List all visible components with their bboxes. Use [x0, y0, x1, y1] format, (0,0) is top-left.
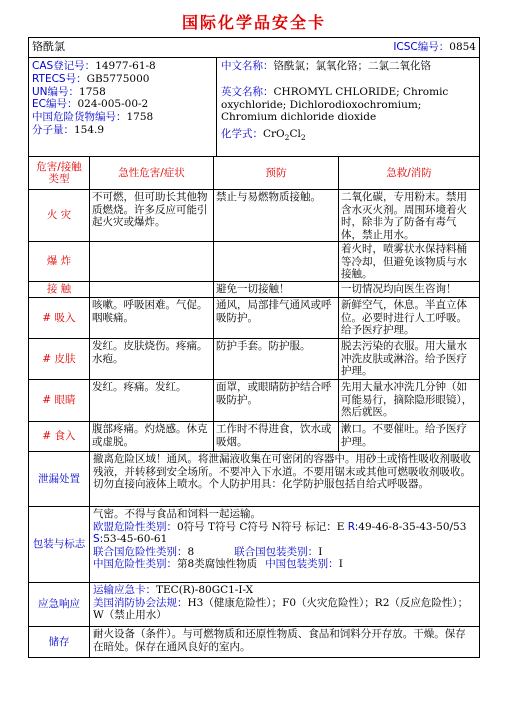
row-first-aid: 先用大量水冲洗几分钟（如可能易行，摘除隐形眼镜），然后就医。	[341, 381, 473, 418]
row-prevention: 防护手套。防护服。	[214, 339, 339, 379]
row-prevention: 工作时不得进食，饮水或吸烟。	[214, 422, 339, 451]
icsc-label: ICSC编号：	[393, 41, 450, 54]
table-row	[29, 380, 479, 422]
molecular-weight-line: 分子量：154.9	[32, 123, 105, 136]
header-type: 危害/接触类型	[29, 157, 90, 189]
formula-line: 化学式：$CrO_2Cl_2$	[221, 128, 306, 143]
card-title: 国际化学品安全卡	[181, 13, 326, 32]
name-row	[29, 38, 479, 58]
table-row	[29, 422, 479, 452]
header-first-aid: 急救/消防	[386, 166, 432, 179]
table-row	[29, 298, 479, 339]
row-prevention: 避免一切接触！	[214, 282, 339, 297]
row-first-aid: 二氧化碳，专用粉末。禁用含水灭火剂。周围环境着火时，除非为了防备有毒气体，禁止用水。	[341, 191, 467, 241]
packaging-row	[29, 507, 479, 583]
row-type: # 食入	[29, 422, 90, 451]
storage-text: 耐火设备（条件）。与可燃物质和还原性物质、食品和饲料分开存放。干燥。保存在暗处。保存在通风良好的室内。	[93, 628, 466, 653]
row-symptoms: 发红。疼痛。发红。	[90, 380, 214, 421]
row-first-aid: 新鲜空气，休息。半直立体位。必要时进行人工呼吸。给予医疗护理。	[341, 299, 467, 336]
packaging-label: 包装与标志	[29, 507, 90, 582]
row-type: 爆 炸	[29, 242, 90, 281]
spill-label: 泄漏处置	[29, 452, 90, 506]
china-number-line: 中国危险货物编号：1758	[32, 111, 154, 124]
un-line: UN编号：1758	[32, 85, 106, 98]
row-prevention: 禁止与易燃物质接触。	[214, 190, 339, 241]
emergency-content: 运输应急卡：TEC(R)-80GC1-I-X 美国消防协会法规：H3（健康危险性）；F0（火灾危险性）；R2（反应危险性）；W（禁止用水）	[93, 584, 469, 621]
cas-line: CAS登记号：14977-61-8	[32, 60, 156, 72]
row-first-aid: 脱去污染的衣服。用大量水冲洗皮肤或淋浴。给予医疗护理。	[341, 340, 467, 377]
identifiers-right	[217, 58, 479, 156]
header-symptoms: 急性危害/症状	[90, 157, 214, 189]
row-first-aid: 漱口。不要催吐。给予医疗护理。	[341, 423, 467, 448]
storage-label: 储存	[29, 627, 90, 657]
row-type: # 吸入	[29, 298, 90, 338]
table-row	[29, 339, 479, 380]
row-type: # 眼睛	[29, 380, 90, 421]
table-row	[29, 242, 479, 282]
row-symptoms: 腹部疼痛。灼烧感。休克或虚脱。	[90, 422, 214, 451]
identifiers-row	[29, 58, 479, 157]
emergency-row	[29, 583, 479, 627]
english-name-line: 英文名称：CHROMYL CHLORIDE; Chromic oxychloride; Dichlorodioxochromium; Chromium dichloride dioxide	[221, 85, 449, 124]
row-symptoms	[90, 282, 214, 297]
packaging-content: 气密。不得与食品和饲料一起运输。 欧盟危险性类别：0符号 T符号 C符号 N符号 标记：E R:49-46-8-35-43-50/53 S:53-45-60-61 联合国危险性类别：8 联合国包装类别：I 中国危险性类别：第8类腐蚀性物质 中国包装类别：I	[93, 508, 467, 570]
rtecs-line: RTECS号：GB5775000	[32, 72, 150, 85]
emergency-label: 应急响应	[29, 583, 90, 626]
spill-text: 撤离危险区域！通风。将泄漏液收集在可密闭的容器中。用砂土或惰性吸收剂吸收残液，并转移到安全场所。不要冲入下水道。不要用锯末或其他可燃吸收剂吸收。切勿直接向液体上喷水。个人防护用具：化学防护服包括自给式呼吸器。	[93, 453, 471, 490]
identifiers-left	[29, 58, 217, 156]
row-prevention: 面罩，或眼睛防护结合呼吸防护。	[214, 380, 339, 421]
row-first-aid: 一切情况均向医生咨询！	[341, 283, 457, 295]
row-symptoms: 发红。皮肤烧伤。疼痛。水疱。	[90, 339, 214, 379]
chinese-name-line: 中文名称：铬酰氯；氯氧化铬；二氯二氧化铬	[221, 60, 431, 72]
row-first-aid: 着火时，喷雾状水保持料桶等冷却，但避免该物质与水接触。	[341, 243, 467, 280]
row-type: 火 灾	[29, 190, 90, 241]
row-symptoms: 不可燃，但可助长其他物质燃烧。许多反应可能引起火灾或爆炸。	[90, 190, 214, 241]
row-prevention	[214, 242, 339, 281]
table-header-row	[29, 157, 479, 190]
row-type: # 皮肤	[29, 339, 90, 379]
row-type: 接 触	[29, 282, 90, 297]
safety-card	[28, 37, 480, 658]
table-row	[29, 282, 479, 298]
spill-row	[29, 452, 479, 507]
table-row	[29, 190, 479, 242]
storage-row	[29, 627, 479, 657]
icsc-number: ICSC编号：0854	[393, 41, 476, 54]
row-symptoms	[90, 242, 214, 281]
row-symptoms: 咳嗽。呼吸困难。气促。咽喉痛。	[90, 298, 214, 338]
row-prevention: 通风，局部排气通风或呼吸防护。	[214, 298, 339, 338]
ec-line: EC编号：024-005-00-2	[32, 98, 149, 111]
chemical-name: 铬酰氯	[32, 40, 65, 54]
header-prevention: 预防	[214, 157, 339, 189]
